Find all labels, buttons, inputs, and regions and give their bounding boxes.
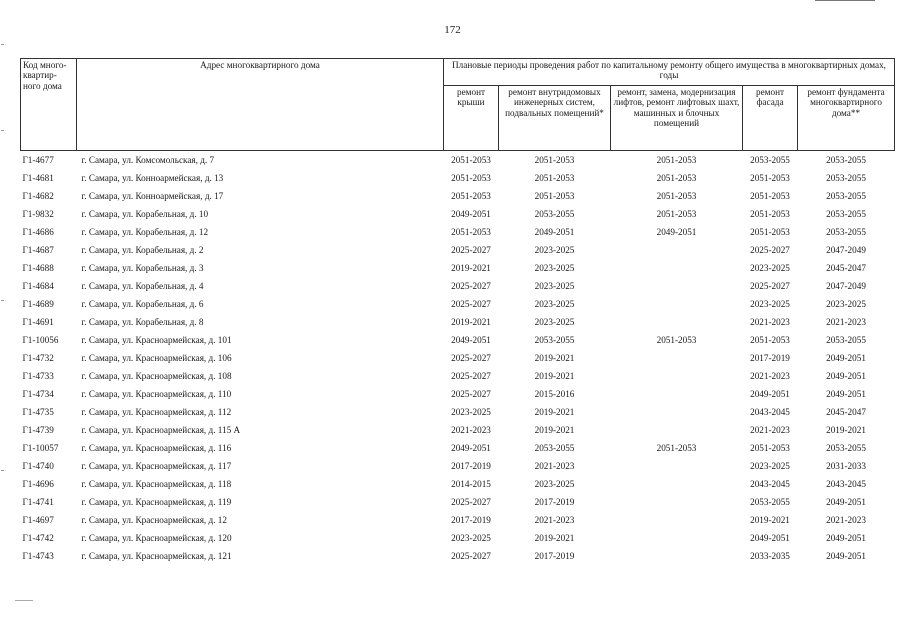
cell-facade: 2023-2025 (750, 298, 790, 309)
cell-lifts (611, 511, 743, 529)
cell-code: Г1-4735 (22, 406, 54, 417)
cell-code: Г1-4677 (22, 154, 54, 165)
table-row (21, 259, 895, 277)
cell-address: г. Самара, ул. Корабельная, д. 10 (81, 208, 209, 219)
scan-mark (1, 44, 4, 45)
cell-roof: 2017-2019 (451, 460, 491, 471)
cell-roof: 2049-2051 (451, 208, 491, 219)
cell-facade: 2023-2025 (750, 262, 790, 273)
cell-facade: 2053-2055 (750, 154, 790, 165)
cell-address: г. Самара, ул. Комсомольская, д. 7 (81, 154, 215, 165)
cell-foundation: 2049-2051 (826, 352, 866, 363)
cell-foundation: 2049-2051 (826, 532, 866, 543)
table-row (21, 151, 895, 170)
cell-roof: 2049-2051 (451, 442, 491, 453)
cell-lifts: 2051-2053 (656, 208, 697, 219)
cell-address: г. Самара, ул. Красноармейская, д. 115 А (81, 424, 241, 435)
cell-code: Г1-4689 (22, 298, 54, 309)
table-row (21, 475, 895, 493)
cell-foundation: 2031-2033 (826, 460, 866, 471)
cell-address: г. Самара, ул. Красноармейская, д. 121 (81, 550, 232, 561)
cell-roof: 2051-2053 (451, 154, 491, 165)
cell-systems: 2049-2051 (534, 226, 575, 237)
cell-address: г. Самара, ул. Красноармейская, д. 117 (81, 460, 232, 471)
cell-systems: 2051-2053 (534, 190, 575, 201)
cell-lifts (611, 313, 743, 331)
cell-address: г. Самара, ул. Красноармейская, д. 106 (81, 352, 232, 363)
cell-address: г. Самара, ул. Красноармейская, д. 12 (81, 514, 227, 525)
table-row (21, 223, 895, 241)
cell-roof: 2025-2027 (451, 550, 491, 561)
cell-foundation: 2053-2055 (826, 172, 866, 183)
cell-facade: 2021-2023 (750, 370, 790, 381)
cell-address: г. Самара, ул. Корабельная, д. 4 (81, 280, 204, 291)
table-row (21, 421, 895, 439)
scan-mark (1, 130, 4, 131)
cell-lifts (611, 295, 743, 313)
header-roof: ремонт крыши (444, 86, 499, 151)
table-row (21, 547, 895, 565)
cell-systems: 2051-2053 (534, 154, 575, 165)
table-row (21, 457, 895, 475)
cell-foundation: 2019-2021 (826, 424, 866, 435)
cell-foundation: 2053-2055 (826, 208, 866, 219)
cell-roof: 2025-2027 (451, 388, 491, 399)
cell-lifts (611, 403, 743, 421)
cell-code: Г1-4697 (22, 514, 54, 525)
cell-address: г. Самара, ул. Корабельная, д. 3 (81, 262, 204, 273)
cell-code: Г1-4739 (22, 424, 54, 435)
cell-address: г. Самара, ул. Красноармейская, д. 101 (81, 334, 232, 345)
cell-roof: 2014-2015 (451, 478, 491, 489)
cell-lifts: 2051-2053 (656, 154, 697, 165)
page-number: 172 (444, 24, 461, 36)
cell-roof: 2025-2027 (451, 280, 491, 291)
cell-roof: 2021-2023 (451, 424, 491, 435)
cell-lifts: 2051-2053 (656, 190, 697, 201)
cell-systems: 2019-2021 (534, 532, 575, 543)
cell-facade: 2021-2023 (750, 316, 790, 327)
scan-mark (1, 300, 4, 301)
cell-foundation: 2023-2025 (826, 298, 866, 309)
cell-roof: 2051-2053 (451, 226, 491, 237)
table-row (21, 169, 895, 187)
cell-systems: 2019-2021 (534, 406, 575, 417)
cell-lifts (611, 457, 743, 475)
cell-systems: 2053-2055 (534, 208, 575, 219)
header-facade: ремонт фасада (743, 86, 798, 151)
cell-code: Г1-4682 (22, 190, 54, 201)
cell-systems: 2019-2021 (534, 352, 575, 363)
cell-code: Г1-4688 (22, 262, 54, 273)
cell-lifts (611, 493, 743, 511)
cell-code: Г1-4691 (22, 316, 54, 327)
cell-systems: 2019-2021 (534, 424, 575, 435)
table-row (21, 331, 895, 349)
cell-lifts: 2051-2053 (656, 172, 697, 183)
cell-lifts (611, 547, 743, 565)
cell-foundation: 2049-2051 (826, 496, 866, 507)
cell-address: г. Самара, ул. Конноармейская, д. 13 (81, 172, 224, 183)
cell-roof: 2051-2053 (451, 190, 491, 201)
cell-systems: 2053-2055 (534, 442, 575, 453)
cell-facade: 2051-2053 (750, 208, 790, 219)
cell-code: Г1-4741 (22, 496, 54, 507)
scan-mark (15, 600, 33, 601)
header-address: Адрес многоквартирного дома (77, 59, 444, 151)
cell-address: г. Самара, ул. Красноармейская, д. 120 (81, 532, 232, 543)
cell-systems: 2015-2016 (534, 388, 575, 399)
cell-systems: 2023-2025 (534, 280, 575, 291)
cell-code: Г1-4734 (22, 388, 54, 399)
cell-systems: 2023-2025 (534, 262, 575, 273)
cell-roof: 2049-2051 (451, 334, 491, 345)
cell-lifts: 2051-2053 (656, 442, 697, 453)
cell-address: г. Самара, ул. Красноармейская, д. 108 (81, 370, 232, 381)
cell-foundation: 2049-2051 (826, 550, 866, 561)
cell-foundation: 2045-2047 (826, 262, 866, 273)
cell-foundation: 2053-2055 (826, 154, 866, 165)
cell-address: г. Самара, ул. Корабельная, д. 12 (81, 226, 209, 237)
cell-roof: 2025-2027 (451, 298, 491, 309)
table-row (21, 205, 895, 223)
cell-code: Г1-4687 (22, 244, 54, 255)
cell-lifts (611, 367, 743, 385)
header-foundation: ремонт фундамента многоквартирного дома** (798, 86, 895, 151)
table-row (21, 277, 895, 295)
cell-foundation: 2053-2055 (826, 190, 866, 201)
cell-foundation: 2053-2055 (826, 442, 866, 453)
cell-address: г. Самара, ул. Красноармейская, д. 112 (81, 406, 232, 417)
cell-foundation: 2053-2055 (826, 334, 866, 345)
cell-facade: 2033-2035 (750, 550, 790, 561)
table-row (21, 313, 895, 331)
cell-roof: 2023-2025 (451, 532, 491, 543)
cell-code: Г1-4684 (22, 280, 54, 291)
cell-facade: 2043-2045 (750, 406, 790, 417)
cell-code: Г1-4743 (22, 550, 54, 561)
cell-lifts (611, 529, 743, 547)
cell-facade: 2051-2053 (750, 190, 790, 201)
cell-roof: 2051-2053 (451, 172, 491, 183)
cell-roof: 2019-2021 (451, 262, 491, 273)
table-row (21, 439, 895, 457)
cell-address: г. Самара, ул. Красноармейская, д. 118 (81, 478, 232, 489)
cell-foundation: 2043-2045 (826, 478, 866, 489)
table-row (21, 493, 895, 511)
cell-facade: 2023-2025 (750, 460, 790, 471)
cell-roof: 2025-2027 (451, 244, 491, 255)
cell-foundation: 2021-2023 (826, 514, 866, 525)
cell-systems: 2017-2019 (534, 496, 575, 507)
cell-lifts (611, 421, 743, 439)
cell-foundation: 2021-2023 (826, 316, 866, 327)
cell-address: г. Самара, ул. Корабельная, д. 8 (81, 316, 204, 327)
scan-mark (1, 470, 4, 471)
cell-facade: 2053-2055 (750, 496, 790, 507)
cell-systems: 2017-2019 (534, 550, 575, 561)
cell-code: Г1-4740 (22, 460, 54, 471)
header-systems: ремонт внутридомовых инженерных систем, подвальных помещений* (499, 86, 611, 151)
cell-facade: 2049-2051 (750, 532, 790, 543)
table-row (21, 529, 895, 547)
cell-code: Г1-4733 (22, 370, 54, 381)
cell-foundation: 2047-2049 (826, 244, 866, 255)
header-lifts: ремонт, замена, модернизация лифтов, ремонт лифтовых шахт, машинных и блочных помещений (611, 86, 743, 151)
table-row (21, 241, 895, 259)
cell-facade: 2043-2045 (750, 478, 790, 489)
table-row (21, 511, 895, 529)
cell-facade: 2025-2027 (750, 280, 790, 291)
cell-facade: 2049-2051 (750, 388, 790, 399)
cell-address: г. Самара, ул. Красноармейская, д. 110 (81, 388, 232, 399)
header-periods: Плановые периоды проведения работ по капитальному ремонту общего имущества в многоквартирных домах, годы (444, 59, 895, 86)
cell-roof: 2025-2027 (451, 352, 491, 363)
cell-systems: 2021-2023 (534, 460, 575, 471)
cell-foundation: 2045-2047 (826, 406, 866, 417)
cell-code: Г1-10056 (22, 334, 59, 345)
cell-roof: 2025-2027 (451, 370, 491, 381)
cell-facade: 2051-2053 (750, 334, 790, 345)
cell-code: Г1-4686 (22, 226, 54, 237)
cell-facade: 2019-2021 (750, 514, 790, 525)
cell-code: Г1-4681 (22, 172, 54, 183)
cell-address: г. Самара, ул. Конноармейская, д. 17 (81, 190, 224, 201)
cell-roof: 2019-2021 (451, 316, 491, 327)
cell-systems: 2023-2025 (534, 244, 575, 255)
cell-code: Г1-4696 (22, 478, 54, 489)
cell-lifts (611, 259, 743, 277)
cell-facade: 2051-2053 (750, 172, 790, 183)
cell-facade: 2017-2019 (750, 352, 790, 363)
cell-foundation: 2047-2049 (826, 280, 866, 291)
table-row (21, 295, 895, 313)
cell-roof: 2023-2025 (451, 406, 491, 417)
cell-roof: 2017-2019 (451, 514, 491, 525)
table-row (21, 367, 895, 385)
scan-mark (815, 0, 875, 1)
cell-lifts (611, 277, 743, 295)
cell-systems: 2051-2053 (534, 172, 575, 183)
cell-lifts (611, 385, 743, 403)
cell-facade: 2021-2023 (750, 424, 790, 435)
cell-systems: 2019-2021 (534, 370, 575, 381)
cell-systems: 2023-2025 (534, 478, 575, 489)
cell-address: г. Самара, ул. Красноармейская, д. 119 (81, 496, 232, 507)
header-code: Код много-квартир-ного дома (21, 59, 77, 151)
cell-lifts (611, 475, 743, 493)
table-row (21, 385, 895, 403)
table-body (21, 151, 895, 566)
cell-code: Г1-4742 (22, 532, 54, 543)
repair-schedule-table (20, 58, 895, 565)
cell-facade: 2051-2053 (750, 226, 790, 237)
cell-facade: 2051-2053 (750, 442, 790, 453)
cell-lifts (611, 349, 743, 367)
cell-code: Г1-4732 (22, 352, 54, 363)
cell-code: Г1-10057 (22, 442, 59, 453)
cell-roof: 2025-2027 (451, 496, 491, 507)
cell-address: г. Самара, ул. Корабельная, д. 2 (81, 244, 204, 255)
cell-foundation: 2049-2051 (826, 388, 866, 399)
cell-systems: 2023-2025 (534, 316, 575, 327)
cell-address: г. Самара, ул. Красноармейская, д. 116 (81, 442, 232, 453)
cell-lifts: 2049-2051 (656, 226, 697, 237)
table-row (21, 349, 895, 367)
table-row (21, 187, 895, 205)
cell-systems: 2021-2023 (534, 514, 575, 525)
cell-foundation: 2049-2051 (826, 370, 866, 381)
cell-lifts (611, 241, 743, 259)
cell-foundation: 2053-2055 (826, 226, 866, 237)
cell-address: г. Самара, ул. Корабельная, д. 6 (81, 298, 204, 309)
cell-facade: 2025-2027 (750, 244, 790, 255)
cell-systems: 2053-2055 (534, 334, 575, 345)
cell-lifts: 2051-2053 (656, 334, 697, 345)
table-row (21, 403, 895, 421)
cell-code: Г1-9832 (22, 208, 54, 219)
cell-systems: 2023-2025 (534, 298, 575, 309)
